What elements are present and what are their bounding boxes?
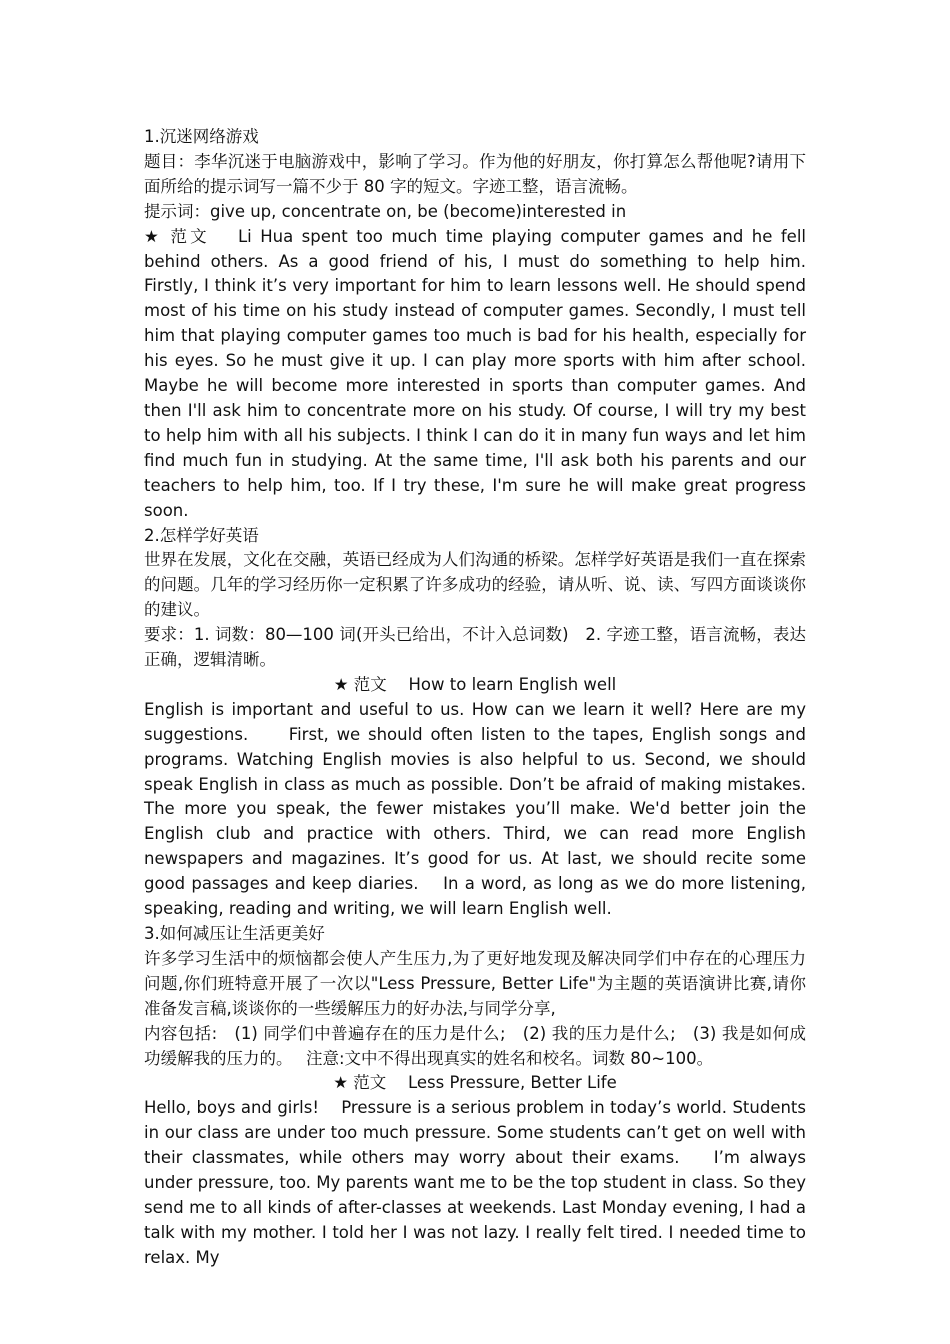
section-2-heading: 2.怎样学好英语 bbox=[144, 525, 259, 545]
section-1-prompt: 题目：李华沉迷于电脑游戏中，影响了学习。作为他的好朋友，你打算怎么帮他呢?请用下面所给的提示词写一篇不少于 80 字的短文。字迹工整，语言流畅。 bbox=[144, 151, 806, 196]
document-page bbox=[144, 125, 828, 1271]
section-3-essay-title: ★ 范文 Less Pressure, Better Life bbox=[333, 1073, 617, 1093]
section-2-prompt: 世界在发展，文化在交融，英语已经成为人们沟通的桥梁。怎样学好英语是我们一直在探索的问题。几年的学习经历你一定积累了许多成功的经验，请从听、说、读、写四方面谈谈你的建议。 bbox=[144, 550, 806, 620]
section-2-essay: English is important and useful to us. How can we learn it well? Here are my suggestions. First, we should often listen to the tapes, English songs and programs. Watching English movies is also helpful to us. Second, we should speak English in class as much as possible. Don’t be afraid of making mistakes. The more you speak, the fewer mistakes you’ll make. We'd better join the English club and practice with others. Third, we can read more English newspapers and magazines. It’s good for us. At last, we should recite some good passages and keep diaries. In a word, as long as we do more listening, speaking, reading and writing, we will learn English well. bbox=[144, 699, 806, 919]
section-3-content: 内容包括: (1) 同学们中普遍存在的压力是什么; (2) 我的压力是什么; (3) 我是如何成功缓解我的压力的。 注意:文中不得出现真实的姓名和校名。词数 80~100。 bbox=[144, 1023, 806, 1068]
section-3-essay: Hello, boys and girls! Pressure is a serious problem in today’s world. Students in our class are under too much pressure. Some students can’t get on well with their classmates, while others may worry about their exams. I’m always under pressure, too. My parents want me to be the top student in class. So they send me to all kinds of after-classes at weekends. Last Monday evening, I had a talk with my mother. I told her I was not lazy. I really felt tired. I needed time to relax. My bbox=[144, 1098, 806, 1267]
section-1-heading: 1.沉迷网络游戏 bbox=[144, 127, 259, 146]
section-3-heading: 3.如何减压让生活更美好 bbox=[144, 924, 325, 943]
section-2-essay-title: ★ 范文 How to learn English well bbox=[333, 674, 617, 694]
section-1-hint: 提示词：give up, concentrate on, be (become)interested in bbox=[144, 201, 627, 221]
section-3-prompt: 许多学习生活中的烦恼都会使人产生压力,为了更好地发现及解决同学们中存在的心理压力问题,你们班特意开展了一次以"Less Pressure, Better Life"为主题的英语演讲比赛,请你准备发言稿,谈谈你的一些缓解压力的好办法,与同学分享, bbox=[144, 948, 806, 1018]
section-2-requirements: 要求：1. 词数：80—100 词(开头已给出，不计入总词数) 2. 字迹工整，语言流畅，表达正确，逻辑清晰。 bbox=[144, 625, 806, 670]
section-1-essay: ★ 范文 Li Hua spent too much time playing computer games and he fell behind others. As a good friend of his, I must do something to help him. Firstly, I think it’s very important for him to learn lessons well. He should spend most of his time on his study instead of computer games. Secondly, I must tell him that playing computer games too much is bad for his health, especially for his eyes. So he must give it up. I can play more sports with him after school. Maybe he will become more interested in sports than computer games. And then I'll ask him to concentrate more on his study. Of course, I will try my best to help him with all his subjects. I think I can do it in many fun ways and let him find much fun in studying. At the same time, I'll ask both his parents and our teachers to help him, too. If I try these, I'm sure he will make great progress soon. bbox=[144, 226, 828, 520]
